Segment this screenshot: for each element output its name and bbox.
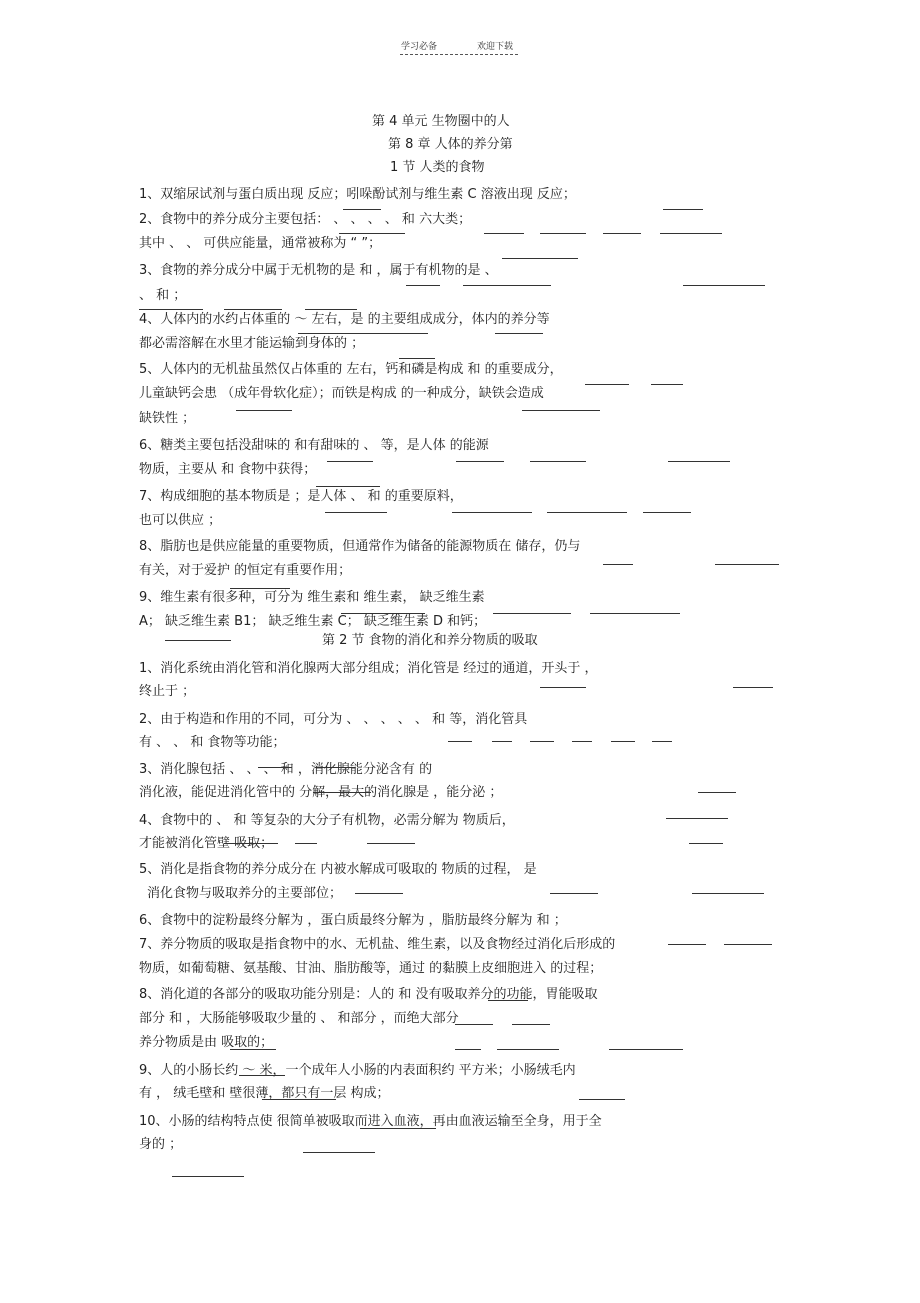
s2-line-14: 8、消化道的各部分的吸取功能分别是：人的 和 没有吸取养分的功能，胃能吸取 [139,987,598,1002]
s1-line-12: 物质，主要从 和 食物中获得； [139,462,317,477]
s1-line-11: 6、糖类主要包括没甜味的 和有甜味的 、 等，是人体 的能源 [139,438,489,453]
blank-line [603,233,641,234]
blank-line [683,285,765,286]
blank-line [663,209,703,210]
blank-line [224,843,278,844]
s2-line-11: 6、食物中的淀粉最终分解为 ，蛋白质最终分解为 ，脂肪最终分解为 和 ； [139,913,567,928]
section-2-title: 第 2 节 食物的消化和养分物质的吸取 [322,633,538,648]
s1-line-3: 其中 、 、 可供应能量，通常被称为 “ ”； [139,236,382,251]
blank-line [668,461,730,462]
blank-line [484,233,524,234]
blank-line [399,358,435,359]
blank-line [611,741,635,742]
s2-line-2: 终止于 ； [139,684,196,699]
blank-line [360,1128,436,1129]
blank-line [590,613,680,614]
blank-line [339,233,405,234]
blank-line [488,1000,528,1001]
blank-line [455,1024,493,1025]
blank-line [313,792,371,793]
blank-line [239,1075,285,1076]
blank-line [325,512,387,513]
blank-line [603,564,633,565]
blank-line [455,1049,481,1050]
blank-line [463,285,551,286]
s1-line-1: 1、双缩尿试剂与蛋白质出现 反应；吲哚酚试剂与维生素 C 溶液出现 反应； [139,187,576,202]
blank-line [298,333,428,334]
blank-line [585,384,629,385]
blank-line [522,410,600,411]
blank-line [327,461,373,462]
s2-line-7: 4、食物中的 、 和 等复杂的大分子有机物，必需分解为 物质后， [139,813,515,828]
s1-line-13: 7、构成细胞的基本物质是 ；是人体 、 和 的重要原料， [139,489,463,504]
blank-line [668,944,706,945]
s1-line-5: 、 和 ； [139,288,187,303]
blank-line [230,1049,276,1050]
s2-line-12: 7、养分物质的吸取是指食物中的水、无机盐、维生素，以及食物经过消化后形成的 [139,937,616,952]
unit-title: 第 4 单元 生物圈中的人 [372,114,510,129]
blank-line [172,1176,244,1177]
blank-line [495,333,543,334]
s1-line-14: 也可以供应 ； [139,513,222,528]
s1-line-2: 2、食物中的养分成分主要包括： 、 、 、 、 和 六大类； [139,212,472,227]
s2-line-6: 消化液，能促进消化管中的 分解，最大的消化腺是 ，能分泌 ； [139,785,503,800]
blank-line [452,512,532,513]
blank-line [492,741,512,742]
s1-line-15: 8、脂肪也是供应能量的重要物质，但通常作为储备的能源物质在 储存，仍与 [139,539,581,554]
blank-line [540,687,586,688]
s2-line-5: 3、消化腺包括 、 、 、 和 ，消化腺能分泌含有 的 [139,762,433,777]
blank-line [406,285,440,286]
s2-line-8: 才能被消化管壁 吸取； [139,836,274,851]
blank-line [724,944,772,945]
blank-line [540,233,586,234]
blank-line [609,1049,683,1050]
blank-line [341,613,425,614]
s2-line-19: 10、小肠的结构特点使 很简单被吸取而进入血液，再由血液运输至全身，用于全 [139,1114,602,1129]
blank-line [530,741,554,742]
s2-line-20: 身的 ； [139,1137,183,1152]
blank-line [698,792,736,793]
s1-line-10: 缺铁性 ； [139,411,196,426]
blank-line [497,1049,559,1050]
s2-line-15: 部分 和 ，大肠能够吸取少量的 、 和部分 ，而绝大部分 [139,1011,459,1026]
blank-line [733,687,773,688]
blank-line [550,893,598,894]
blank-line [316,486,380,487]
blank-line [547,512,627,513]
s1-line-4: 3、食物的养分成分中属于无机物的是 和 ，属于有机物的是 、 [139,263,498,278]
blank-line [692,893,764,894]
section-1-title: 1 节 人类的食物 [390,160,485,175]
chapter-title: 第 8 章 人体的养分第 [388,137,513,152]
blank-line [493,613,571,614]
s1-line-18: A； 缺乏维生素 B1； 缺乏维生素 C； 缺乏维生素 D 和钙； [139,614,487,629]
s1-line-17: 9、维生素有很多种，可分为 维生素和 维生素， 缺乏维生素 [139,590,485,605]
header-divider [400,54,518,55]
blank-line [165,640,231,641]
blank-line [572,741,592,742]
blank-line [456,461,504,462]
blank-line [502,258,578,259]
blank-line [355,893,403,894]
blank-line [230,588,290,589]
s2-line-4: 有 、 、 和 食物等功能； [139,735,286,750]
blank-line [224,309,282,310]
s2-line-3: 2、由于构造和作用的不同，可分为 、 、 、 、 、 和 等，消化管具 [139,712,528,727]
s2-line-13: 物质，如葡萄糖、氨基酸、甘油、脂肪酸等，通过 的黏膜上皮细胞进入 的过程； [139,961,603,976]
blank-line [262,1099,336,1100]
blank-line [236,410,292,411]
s1-line-16: 有关，对于爱护 的恒定有重要作用； [139,563,352,578]
s1-line-7: 都必需溶解在水里才能运输到身体的 ； [139,336,365,351]
blank-line [303,1152,375,1153]
blank-line [530,461,586,462]
header-right: 欢迎下载 [477,42,514,52]
s1-line-9: 儿童缺钙会患 （成年骨软化症）；而铁是构成 的一种成分，缺铁会造成 [139,386,544,401]
blank-line [258,767,292,768]
s2-line-10: 消化食物与吸取养分的主要部位； [147,886,343,901]
blank-line [367,843,415,844]
blank-line [448,741,472,742]
blank-line [305,309,357,310]
blank-line [295,843,317,844]
s2-line-18: 有 ， 绒毛壁和 壁很薄，都只有一层 构成； [139,1086,390,1101]
s2-line-1: 1、消化系统由消化管和消化腺两大部分组成；消化管是 经过的通道，开头于 ， [139,661,598,676]
s1-line-6: 4、人体内的水约占体重的 ～ 左右，是 的主要组成成分，体内的养分等 [139,312,550,327]
blank-line [579,1099,625,1100]
blank-line [139,309,203,310]
blank-line [689,843,723,844]
header-left: 学习必备 [401,42,438,52]
blank-line [715,564,779,565]
s2-line-17: 9、人的小肠长约 ～ 米，一个成年人小肠的内表面积约 平方米；小肠绒毛内 [139,1063,576,1078]
blank-line [512,1024,550,1025]
blank-line [652,741,672,742]
blank-line [660,233,722,234]
blank-line [315,767,355,768]
blank-line [343,209,381,210]
s2-line-16: 养分物质是由 吸取的； [139,1035,274,1050]
s1-line-8: 5、人体内的无机盐虽然仅占体重的 左右，钙和磷是构成 和 的重要成分， [139,362,563,377]
blank-line [666,818,728,819]
blank-line [651,384,683,385]
blank-line [643,512,691,513]
s2-line-9: 5、消化是指食物的养分成分在 内被水解成可吸取的 物质的过程， 是 [139,862,537,877]
